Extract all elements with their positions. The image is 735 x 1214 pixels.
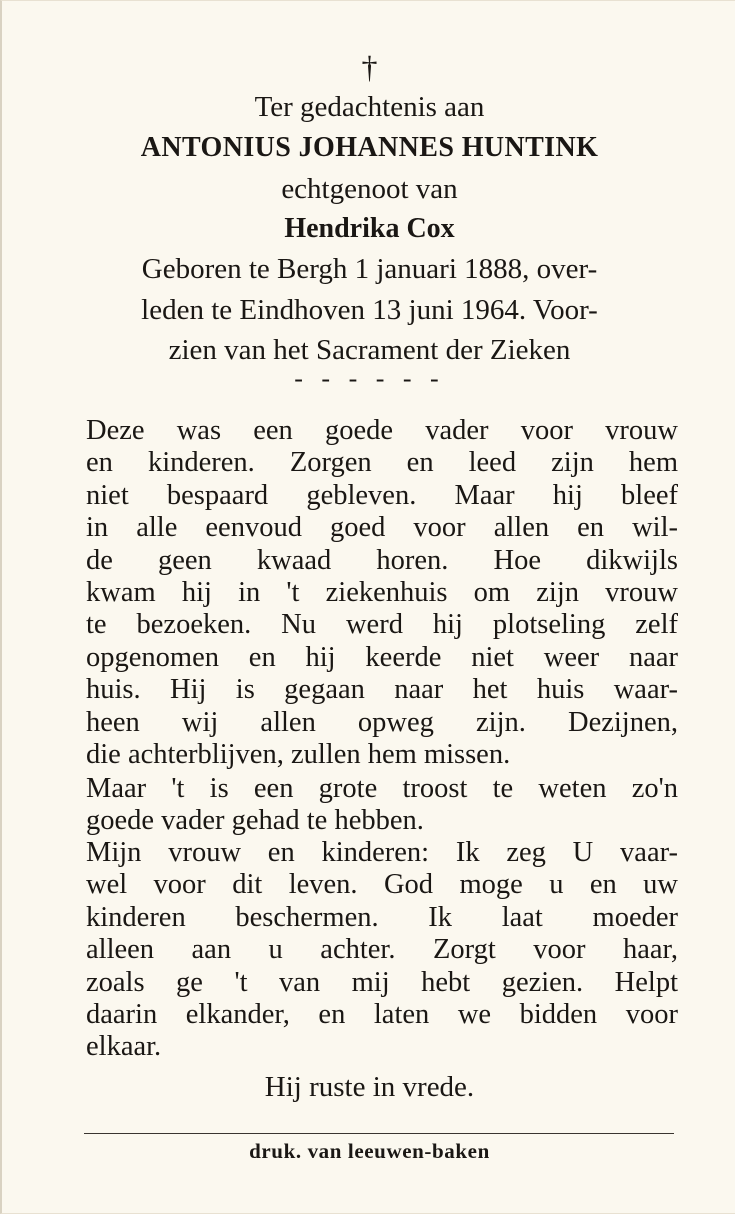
- text-line: elkaar.: [86, 1031, 162, 1063]
- text-line: kwam hij in 't ziekenhuis om zijn vrouw: [86, 577, 678, 609]
- text-line: niet bespaard gebleven. Maar hij bleef: [86, 479, 678, 511]
- text-line: daarin elkander, en laten we bidden voor: [86, 999, 678, 1031]
- text-line: Deze was een goede vader voor vrouw: [86, 415, 678, 446]
- text-line: in alle eenvoud goed voor allen en wil-: [86, 512, 678, 544]
- text-line: kinderen beschermen. Ik laat moeder: [86, 901, 678, 933]
- paragraph-tribute: [86, 415, 678, 771]
- separator-dashes: - - - - - -: [294, 364, 445, 393]
- paragraph-farewell: [86, 837, 678, 1064]
- footer-divider: [84, 1133, 674, 1134]
- cross-icon: †: [361, 49, 378, 85]
- relation-line: echtgenoot van: [281, 173, 458, 205]
- text-line: opgenomen en hij keerde niet weer naar: [86, 641, 678, 673]
- text-line: te bezoeken. Nu werd hij plotseling zelf: [86, 609, 678, 641]
- text-line: alleen aan u achter. Zorgt voor haar,: [86, 934, 678, 966]
- text-line: de geen kwaad horen. Hoe dikwijls: [86, 544, 678, 576]
- details-line: leden te Eindhoven 13 juni 1964. Voor-: [141, 294, 598, 326]
- text-line: wel voor dit leven. God moge u en uw: [86, 869, 678, 901]
- details-line: Geboren te Bergh 1 januari 1888, over-: [141, 253, 598, 285]
- text-line: Mijn vrouw en kinderen: Ik zeg U vaar-: [86, 837, 678, 868]
- spouse-name: Hendrika Cox: [284, 213, 455, 244]
- deceased-name: ANTONIUS JOHANNES HUNTINK: [140, 132, 599, 163]
- text-line: en kinderen. Zorgen en leed zijn hem: [86, 447, 678, 479]
- closing-line: Hij ruste in vrede.: [264, 1071, 475, 1103]
- text-line: huis. Hij is gegaan naar het huis waar-: [86, 674, 678, 706]
- details-line: zien van het Sacrament der Zieken: [168, 334, 571, 366]
- text-line: Maar 't is een grote troost te weten zo'n: [86, 773, 678, 804]
- text-line: heen wij allen opweg zijn. Dezijnen,: [86, 706, 678, 738]
- intro-line: Ter gedachtenis aan: [254, 91, 485, 123]
- paragraph-comfort: [86, 773, 678, 838]
- text-line: zoals ge 't van mij hebt gezien. Helpt: [86, 966, 678, 998]
- printer-credit: druk. van leeuwen-baken: [249, 1139, 490, 1163]
- text-line: die achterblijven, zullen hem missen.: [86, 739, 511, 771]
- text-line: goede vader gehad te hebben.: [86, 805, 424, 837]
